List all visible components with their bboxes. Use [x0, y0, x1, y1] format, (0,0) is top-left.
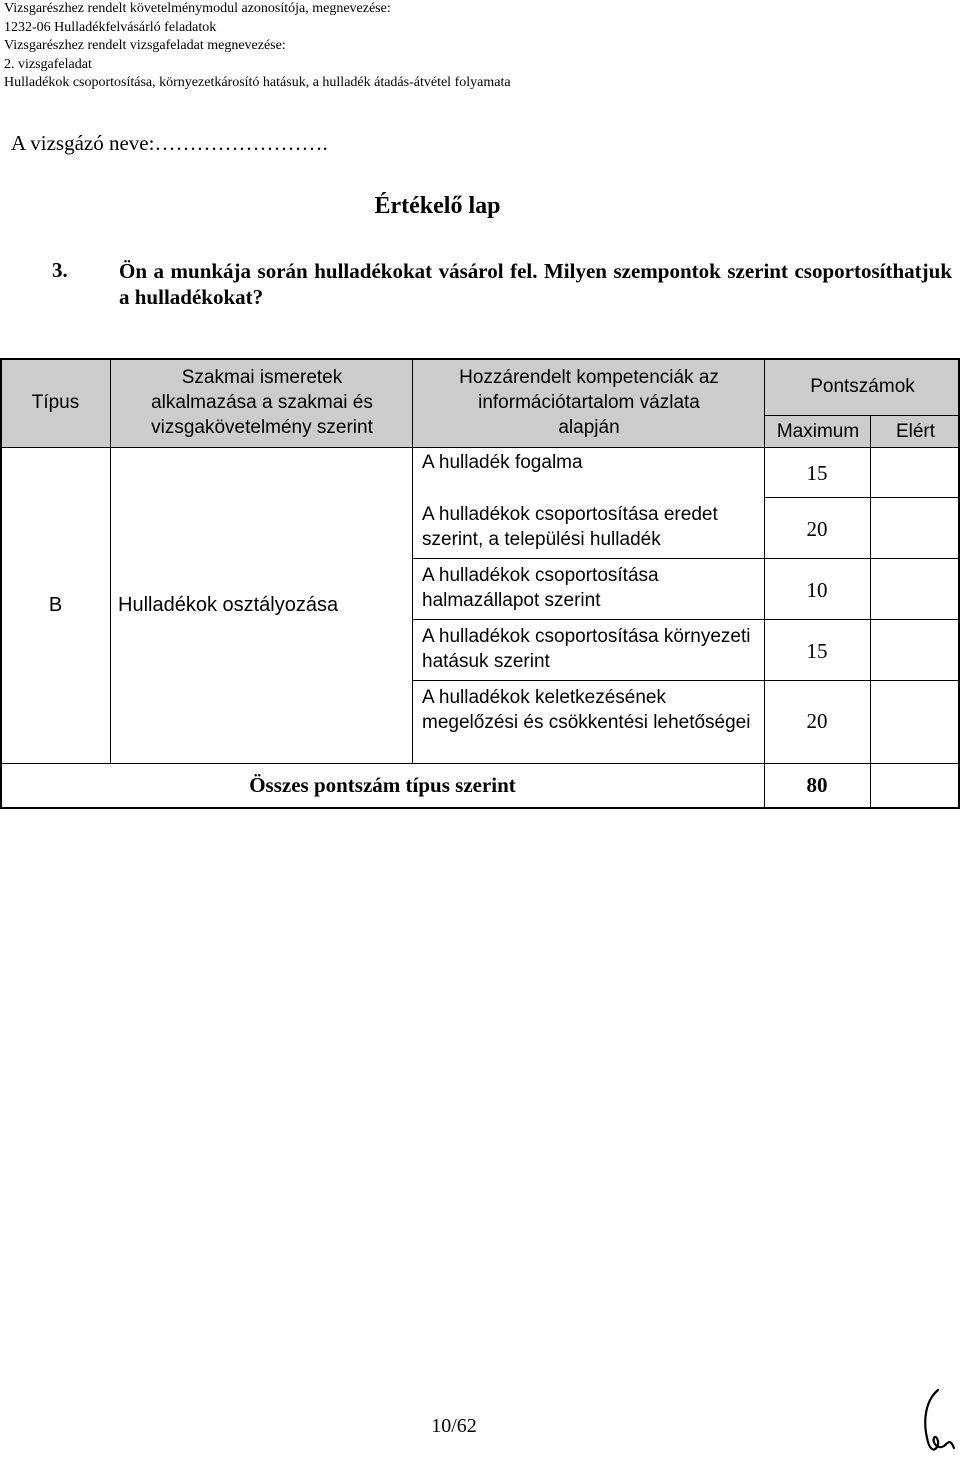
- header-max-label: Maximum: [776, 420, 860, 442]
- header-module-value: 1232-06 Hulladékfelvásárló feladatok: [4, 19, 217, 35]
- type-value: B: [48, 593, 63, 616]
- header-task-title: Hulladékok csoportosítása, környezetkárosító hatásuk, a hulladék átadás-átvétel folyamata: [4, 75, 511, 90]
- table-points-subdivider: [765, 415, 960, 416]
- row-divider-total: [0, 763, 960, 764]
- max-row-3: 10: [806, 578, 828, 602]
- header-achieved-label: Elért: [895, 420, 936, 442]
- competence-row-5: A hulladékok keletkezésének megelőzési és csökkentési lehetőségei: [422, 687, 751, 733]
- total-label: Összes pontszám típus szerint: [249, 773, 516, 797]
- signature-mark: [918, 1386, 958, 1461]
- header-type: [0, 358, 111, 447]
- row-divider-1: [765, 497, 960, 498]
- header-competence: [413, 358, 765, 447]
- page-number: 10/62: [431, 1415, 477, 1437]
- header-task-label: Vizsgarészhez rendelt vizsgafeladat megnevezése:: [4, 38, 286, 53]
- table-border-bottom: [0, 807, 960, 809]
- question-number: 3.: [52, 258, 68, 282]
- document-header: [4, 0, 511, 93]
- max-row-1: 15: [806, 461, 828, 485]
- table-header-divider: [0, 447, 960, 448]
- header-module-label: Vizsgarészhez rendelt követelménymodul azonosítója, megnevezése:: [4, 1, 391, 16]
- row-divider-3: [413, 619, 960, 620]
- row-divider-4: [413, 680, 960, 681]
- table-border-left: [0, 358, 2, 809]
- competence-row-4: A hulladékok csoportosítása környezeti hatásuk szerint: [422, 626, 751, 672]
- evaluation-table: [0, 358, 960, 809]
- competence-row-3: A hulladékok csoportosítása halmazállapot szerint: [422, 565, 659, 611]
- header-achieved: [871, 415, 960, 447]
- table-border-top: [0, 358, 960, 360]
- header-knowledge: [111, 358, 413, 447]
- question-text: Ön a munkája során hulladékokat vásárol fel. Milyen szempontok szerint csoportosíthatjuk a hulladékokat?: [119, 259, 952, 309]
- table-divider-knowledge: [412, 358, 413, 763]
- header-knowledge-label: Szakmai ismeretek alkalmazása a szakmai és vizsgakövetelmény szerint: [151, 367, 373, 438]
- knowledge-value-cell: [111, 447, 413, 763]
- header-task-number: 2. vizsgafeladat: [4, 56, 92, 72]
- max-row-5: 20: [806, 709, 828, 733]
- competence-row-1: A hulladék fogalma: [422, 452, 583, 473]
- competence-row-2: A hulladékok csoportosítása eredet szerint, a települési hulladék: [422, 504, 718, 550]
- table-divider-type: [110, 358, 111, 763]
- knowledge-value: Hulladékok osztályozása: [118, 593, 339, 616]
- page-title: Értékelő lap: [374, 193, 501, 219]
- header-points: [765, 358, 960, 415]
- examinee-name-line: A vizsgázó neve:…………………….: [11, 131, 328, 155]
- header-points-label: Pontszámok: [810, 376, 915, 397]
- header-max: [765, 415, 871, 447]
- table-divider-max: [870, 415, 871, 809]
- type-value-cell: [0, 447, 111, 763]
- total-value: 80: [806, 773, 828, 797]
- header-competence-label: Hozzárendelt kompetenciák az információtartalom vázlata alapján: [459, 367, 719, 438]
- max-row-4: 15: [806, 639, 828, 663]
- table-divider-competence: [764, 358, 765, 809]
- max-row-2: 20: [806, 517, 828, 541]
- header-type-label: Típus: [31, 392, 80, 413]
- row-divider-2: [413, 558, 960, 559]
